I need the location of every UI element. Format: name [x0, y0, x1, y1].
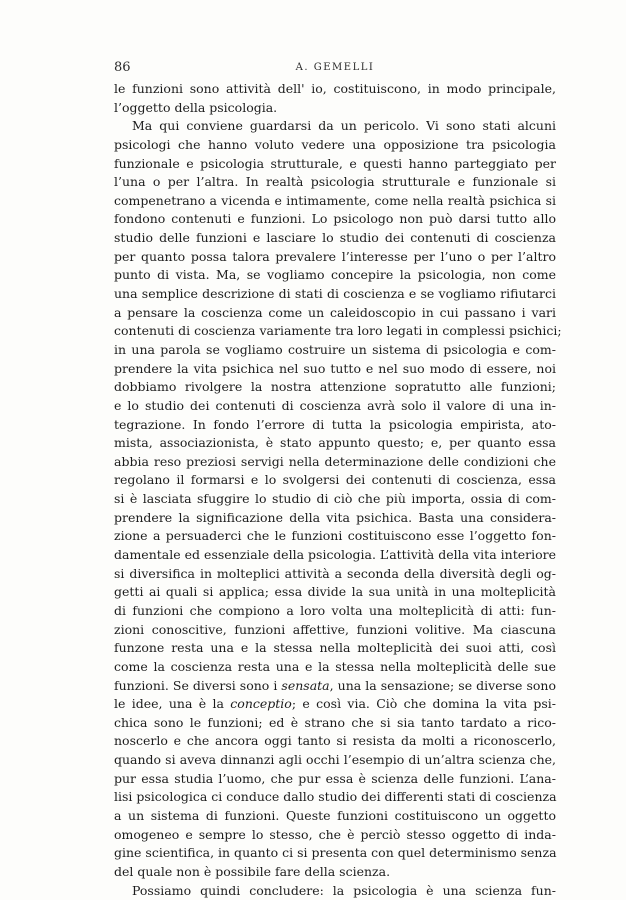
text-line: lisi psicologica ci conduce dallo studio dei differenti stati di coscienza [114, 789, 557, 805]
text-line: si diversifica in molteplici attività a seconda della diversità degli og- [114, 565, 556, 581]
text-line: contenuti di coscienza variamente tra loro legati in complessi psichici; [114, 323, 562, 339]
text-line: damentale ed essenziale della psicologia. L’attività della vita interiore [114, 547, 556, 563]
text-line: l’oggetto della psicologia. [114, 99, 278, 115]
text-line: in una parola se vogliamo costruire un sistema di psicologia e com- [114, 341, 556, 357]
text-line: zione a persuaderci che le funzioni costituiscono esse l’oggetto fon- [114, 528, 556, 544]
page-number: 86 [114, 60, 131, 75]
text-line: a un sistema di funzioni. Queste funzioni costituiscono un oggetto [114, 807, 556, 823]
text-line: chica sono le funzioni; ed è strano che si sia tanto tardato a rico- [114, 714, 556, 730]
text-line: l’una o per l’altra. In realtà psicologia strutturale e funzionale si [114, 174, 556, 190]
text-line: una semplice descrizione di stati di coscienza e se vogliamo rifiutarci [114, 286, 556, 302]
text-line: abbia reso preziosi servigi nella determinazione delle condizioni che [114, 453, 556, 469]
text-line: funzioni. Se diversi sono i sensata, una la sensazione; se diverse sono [114, 677, 556, 693]
text-line: tegrazione. In fondo l’errore di tutta la psicologia empirista, ato- [114, 416, 556, 432]
running-head: A. GEMELLI [295, 62, 375, 73]
text-line: pur essa studia l’uomo, che pur essa è scienza delle funzioni. L’ana- [114, 770, 556, 786]
text-line: funzionale e psicologia strutturale, e questi hanno parteggiato per [114, 155, 556, 171]
text-line: del quale non è possibile fare della scienza. [114, 863, 391, 879]
text-line: di funzioni che compiono a loro volta una molteplicità di atti: fun- [114, 602, 556, 618]
text-line: mista, associazionista, è stato appunto questo; e, per quanto essa [114, 435, 556, 451]
text-line: prendere la vita psichica nel suo tutto e nel suo modo di essere, noi [114, 360, 556, 376]
text-line: e lo studio dei contenuti di coscienza avrà solo il valore di una in- [114, 397, 556, 413]
text-line: prendere la significazione della vita psichica. Basta una considera- [114, 509, 556, 525]
text-line: a pensare la coscienza come un caleidoscopio in cui passano i vari [114, 304, 556, 320]
text-line: zioni conoscitive, funzioni affettive, funzioni volitive. Ma ciascuna [114, 621, 556, 637]
page-header [114, 60, 556, 78]
text-line: si è lasciata sfuggire lo studio di ciò che più importa, ossia di com- [114, 491, 556, 507]
italic-term: sensata [281, 677, 330, 693]
text-line: Possiamo quindi concludere: la psicologia è una scienza fun- [132, 882, 556, 898]
text-line: psicologi che hanno voluto vedere una opposizione tra psicologia [114, 136, 556, 152]
text-line: le idee, una è la conceptio; e così via. Ciò che domina la vita psi- [114, 696, 556, 712]
text-line: studio delle funzioni e lasciare lo studio dei contenuti di coscienza [114, 230, 556, 246]
text-line: omogeneo e sempre lo stesso, che è perciò stesso oggetto di inda- [114, 826, 556, 842]
text-line: noscerlo e che ancora oggi tanto si resista da molti a riconoscerlo, [114, 733, 556, 749]
text-line: regolano il formarsi e lo svolgersi dei contenuti di coscienza, essa [114, 472, 556, 488]
text-line: per quanto possa talora prevalere l’interesse per l’uno o per l’altro [114, 248, 556, 264]
text-line: dobbiamo rivolgere la nostra attenzione sopratutto alle funzioni; [114, 379, 556, 395]
text-line: Ma qui conviene guardarsi da un pericolo. Vi sono stati alcuni [132, 118, 556, 134]
text-line: le funzioni sono attività dell' io, costituiscono, in modo principale, [114, 81, 556, 96]
text-line: fondono contenuti e funzioni. Lo psicologo non può darsi tutto allo [114, 211, 556, 227]
body-text [114, 80, 562, 900]
text-line: getti ai quali si applica; essa divide la sua unità in una molteplicità [114, 584, 556, 600]
text-line: compenetrano a vicenda e intimamente, come nella realtà psichica si [114, 192, 556, 208]
italic-term: conceptio [230, 696, 292, 712]
text-line: punto di vista. Ma, se vogliamo concepire la psicologia, non come [114, 267, 556, 283]
text-line: quando si aveva dinnanzi agli occhi l’esempio di un’altra scienza che, [114, 752, 556, 768]
text-line: gine scientifica, in quanto ci si presenta con quel determinismo senza [114, 845, 557, 861]
text-line: funzone resta una e la stessa nella molteplicità dei suoi atti, così [114, 640, 556, 656]
text-line: come la coscienza resta una e la stessa nella molteplicità delle sue [114, 658, 556, 674]
